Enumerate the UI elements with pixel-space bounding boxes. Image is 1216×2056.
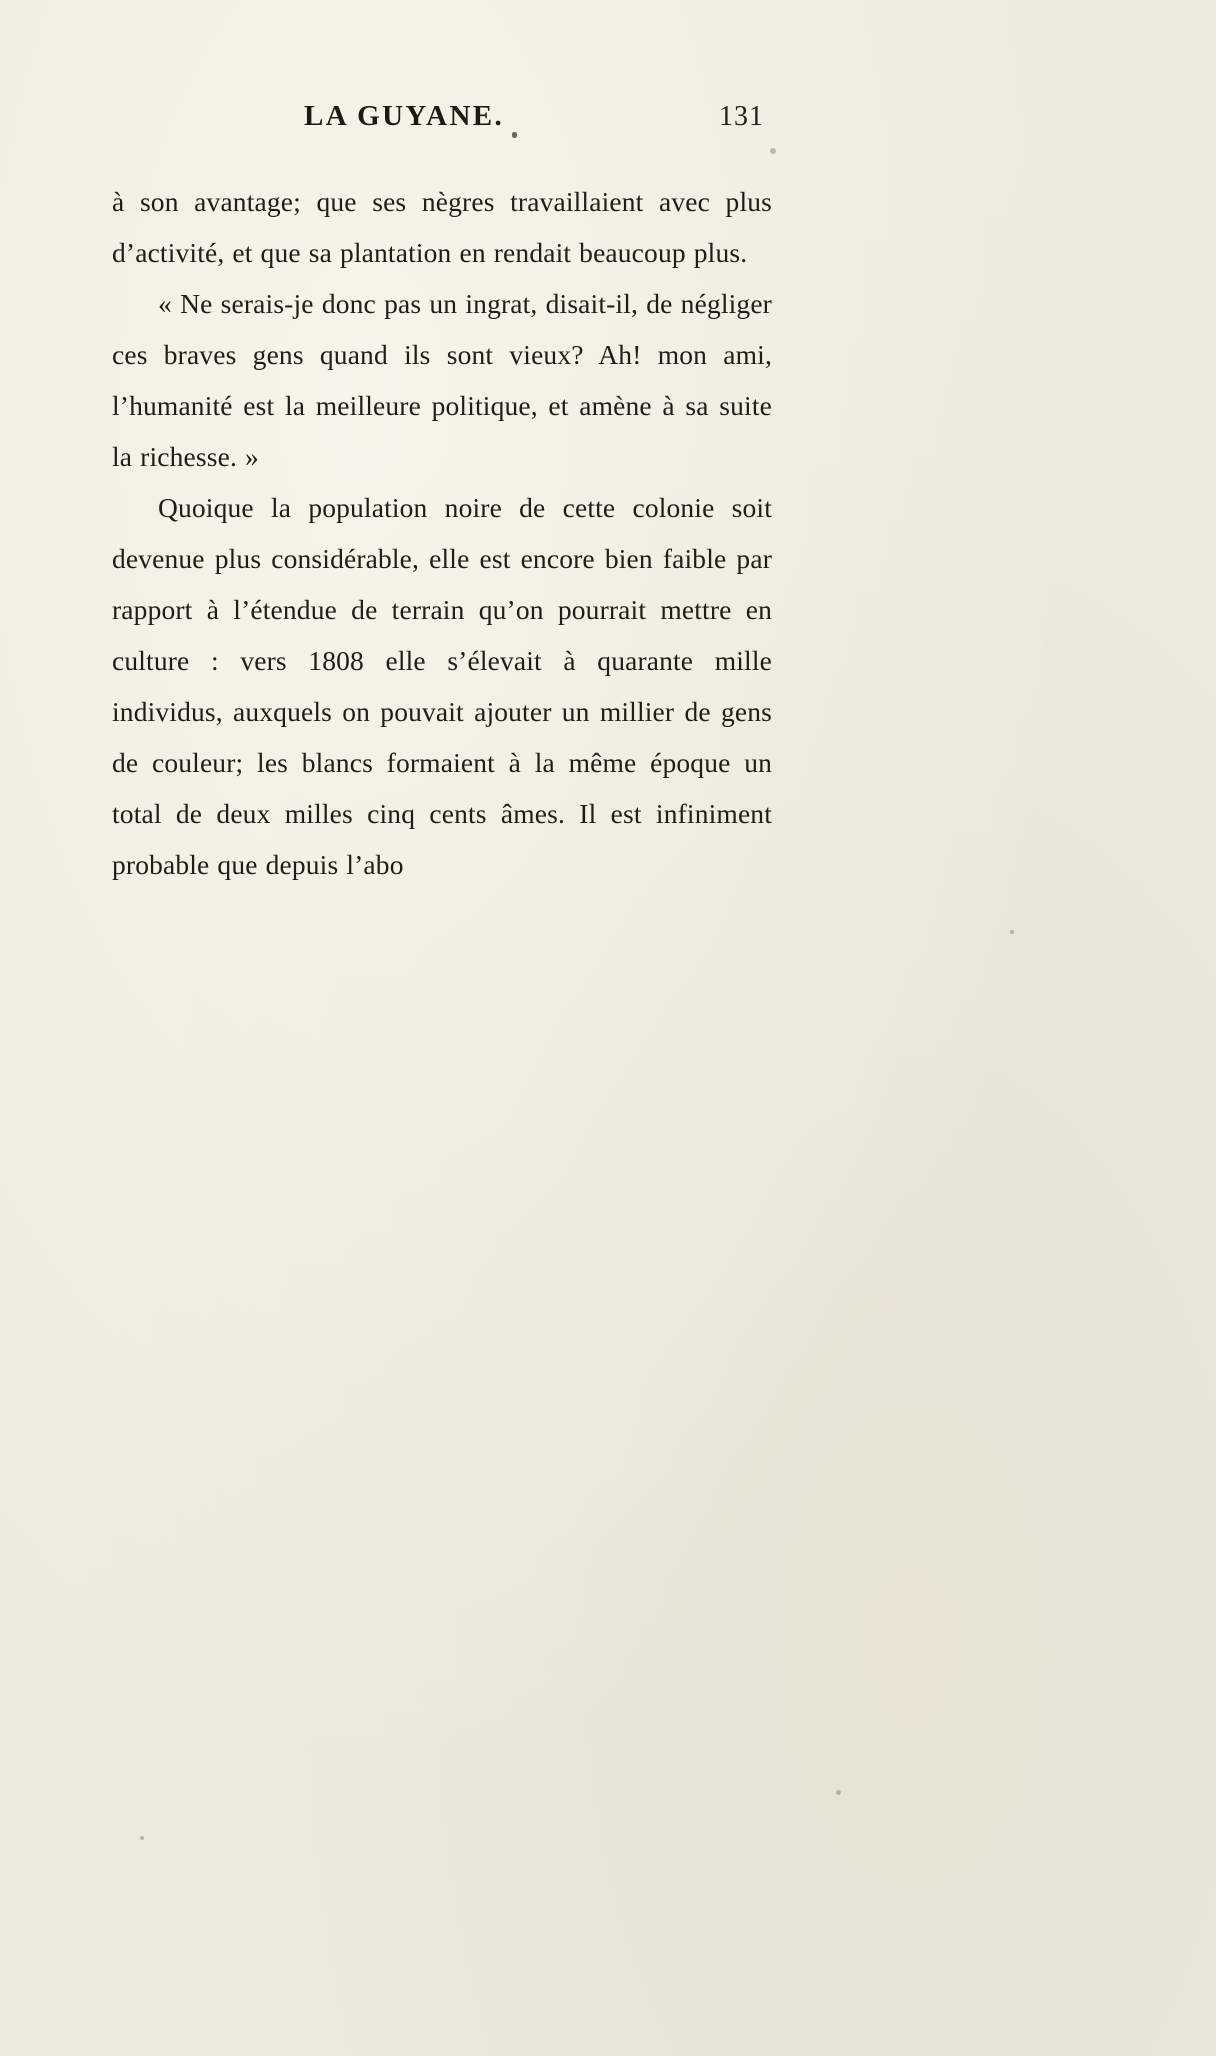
paper-speck <box>1010 930 1014 934</box>
page-number: 131 <box>719 101 764 132</box>
paragraph-1: à son avantage; que ses nègres travaillaient avec plus d’activité, et que sa plantation en rendait beaucoup plus. <box>112 186 772 268</box>
paper-speck <box>836 1790 841 1795</box>
page-text-block <box>112 100 772 890</box>
running-head <box>112 100 772 152</box>
paragraph-3: Quoique la population noire de cette colonie soit devenue plus considérable, elle est encore bien faible par rapport à l’étendue de terrain qu’on pourrait mettre en culture : vers 1808 elle s’élevait à quarante mille individus, auxquels on pouvait ajouter un millier de gens de couleur; les blancs formaient à la même époque un total de deux milles cinq cents âmes. Il est infiniment probable que depuis l’abo <box>112 492 772 880</box>
page-title: LA GUYANE. <box>304 100 505 132</box>
ink-mark <box>512 132 517 138</box>
paper-speck <box>140 1836 144 1840</box>
paragraph-2: « Ne serais-je donc pas un ingrat, disait-il, de négliger ces braves gens quand ils sont vieux? Ah! mon ami, l’humanité est la meilleure politique, et amène à sa suite la richesse. » <box>112 288 772 472</box>
